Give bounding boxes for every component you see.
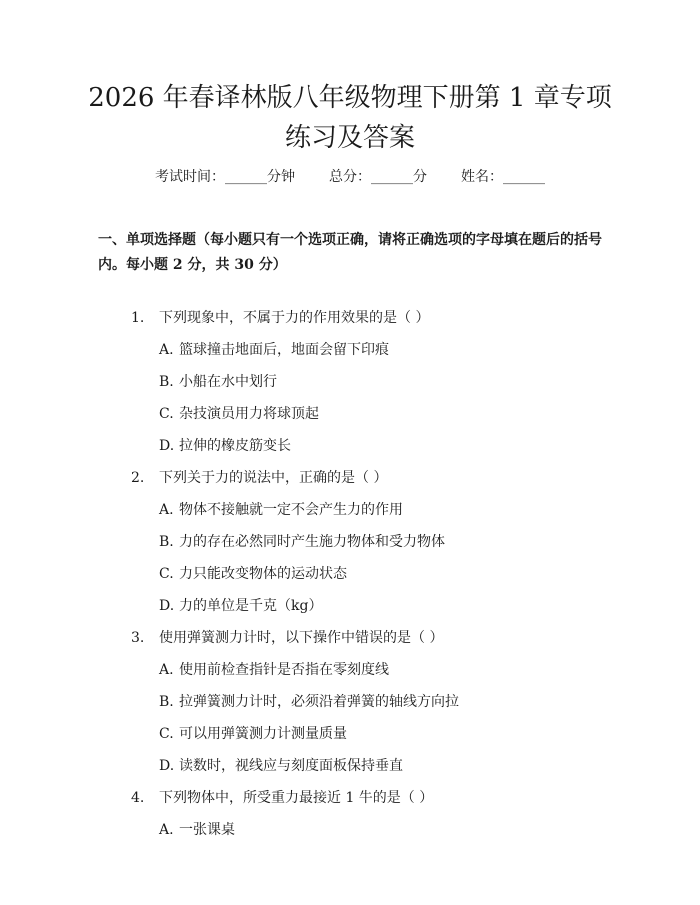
- option-letter: C.: [159, 566, 174, 582]
- option-letter: A.: [159, 662, 174, 678]
- option-letter: D.: [159, 758, 175, 774]
- option-letter: A.: [159, 502, 174, 518]
- exam-name-label: 姓名：______: [461, 169, 545, 185]
- option-text: 篮球撞击地面后，地面会留下印痕: [179, 342, 389, 358]
- option-text: 物体不接触就一定不会产生力的作用: [179, 502, 403, 518]
- option-3a: [159, 660, 389, 680]
- option-3d: [159, 756, 403, 776]
- option-text: 小船在水中划行: [179, 374, 277, 390]
- option-1d: [159, 436, 291, 456]
- question-3: [131, 628, 443, 648]
- question-number: 4.: [131, 790, 145, 806]
- option-text: 可以用弹簧测力计测量质量: [179, 726, 347, 742]
- section-heading: 一、单项选择题（每小题只有一个选项正确，请将正确选项的字母填在题后的括号内。每小题 2 分，共 30 分）: [98, 232, 602, 273]
- question-number: 1.: [131, 310, 145, 326]
- option-letter: C.: [159, 726, 174, 742]
- option-text: 读数时，视线应与刻度面板保持垂直: [179, 758, 403, 774]
- option-1b: [159, 372, 277, 392]
- option-text: 拉弹簧测力计时，必须沿着弹簧的轴线方向拉: [179, 694, 459, 710]
- option-4a: [159, 820, 235, 840]
- option-2c: [159, 564, 347, 584]
- question-2: [131, 468, 387, 488]
- question-text: 使用弹簧测力计时，以下操作中错误的是（ ）: [159, 630, 444, 646]
- option-letter: A.: [159, 342, 174, 358]
- question-number: 2.: [131, 470, 145, 486]
- question-4: [131, 788, 433, 808]
- option-1c: [159, 404, 319, 424]
- question-text: 下列物体中，所受重力最接近 1 牛的是（ ）: [159, 790, 434, 806]
- option-2d: [159, 596, 322, 616]
- option-3c: [159, 724, 347, 744]
- exam-time-label: 考试时间：______分钟: [155, 169, 295, 185]
- option-letter: A.: [159, 822, 174, 838]
- option-text: 力的存在必然同时产生施力物体和受力物体: [179, 534, 445, 550]
- option-text: 使用前检查指针是否指在零刻度线: [179, 662, 389, 678]
- option-text: 拉伸的橡皮筋变长: [179, 438, 291, 454]
- option-text: 力的单位是千克（kg）: [179, 598, 323, 614]
- option-text: 杂技演员用力将球顶起: [179, 406, 319, 422]
- question-text: 下列现象中，不属于力的作用效果的是（ ）: [159, 310, 430, 326]
- option-letter: B.: [159, 534, 174, 550]
- exam-score-label: 总分：______分: [329, 169, 427, 185]
- document-title-line-2: 练习及答案: [284, 123, 415, 153]
- option-letter: D.: [159, 438, 175, 454]
- exam-meta: [0, 166, 700, 188]
- option-2a: [159, 500, 403, 520]
- option-letter: B.: [159, 374, 174, 390]
- document-title-line-1: 2026 年春译林版八年级物理下册第 1 章专项: [88, 83, 612, 113]
- question-number: 3.: [131, 630, 145, 646]
- option-text: 力只能改变物体的运动状态: [179, 566, 347, 582]
- question-text: 下列关于力的说法中，正确的是（ ）: [159, 470, 388, 486]
- question-1: [131, 308, 429, 328]
- option-1a: [159, 340, 389, 360]
- option-text: 一张课桌: [179, 822, 235, 838]
- option-letter: B.: [159, 694, 174, 710]
- option-3b: [159, 692, 459, 712]
- option-2b: [159, 532, 445, 552]
- option-letter: D.: [159, 598, 175, 614]
- option-letter: C.: [159, 406, 174, 422]
